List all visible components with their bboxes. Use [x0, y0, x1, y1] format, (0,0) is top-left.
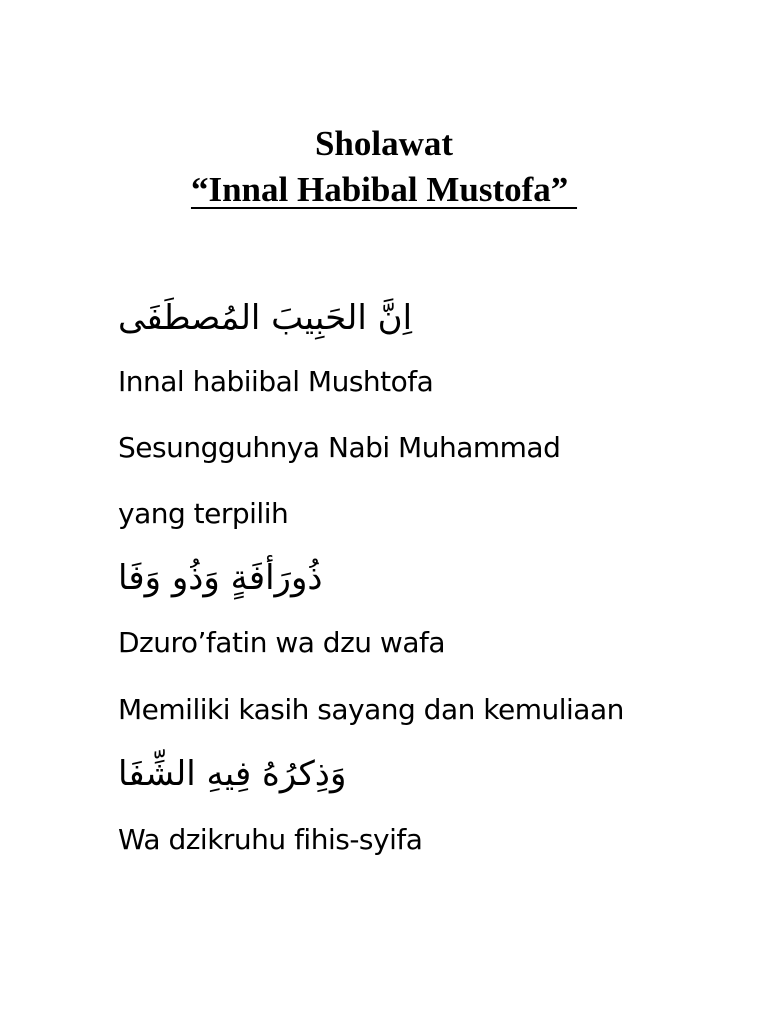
document-subtitle-text: “Innal Habibal Mustofa”	[190, 170, 578, 209]
translation-line-1a: Sesungguhnya Nabi Muhammad	[118, 431, 561, 464]
translation-line-1b: yang terpilih	[118, 497, 289, 530]
arabic-line-2: ذُورَأفَةٍ وَذُو وَفَا	[118, 558, 323, 598]
transliteration-line-1: Innal habiibal Mushtofa	[118, 365, 434, 398]
document-subtitle	[0, 170, 768, 210]
arabic-line-3: وَذِكرُهُ فِيهِ الشِّفَا	[118, 754, 347, 794]
document-title: Sholawat	[314, 124, 454, 163]
arabic-line-1: اِنَّ الحَبِيبَ المُصطَفَى	[118, 298, 413, 338]
transliteration-line-2: Dzuro’fatin wa dzu wafa	[118, 626, 446, 659]
transliteration-line-3: Wa dzikruhu fihis-syifa	[118, 823, 423, 856]
translation-line-2: Memiliki kasih sayang dan kemuliaan	[118, 693, 624, 726]
